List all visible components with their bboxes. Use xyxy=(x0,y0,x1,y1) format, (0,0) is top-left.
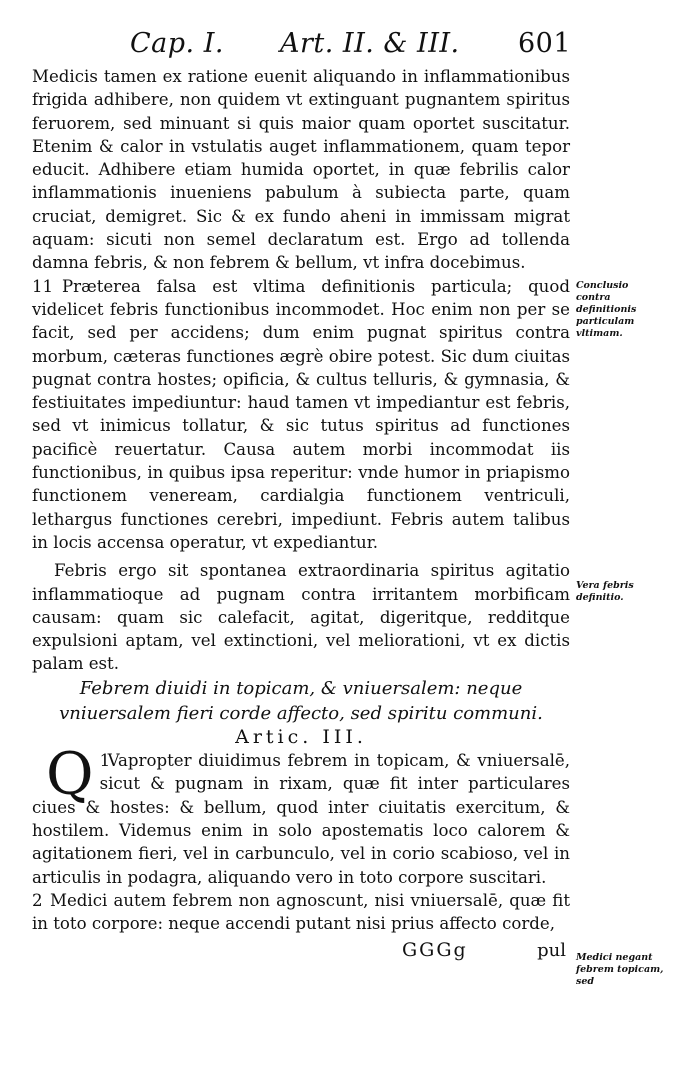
signature-mark: GGGg xyxy=(402,939,468,962)
paragraph-number: 1 xyxy=(99,751,111,771)
chapter-label: Cap. I. xyxy=(130,28,224,59)
article-heading: Artic. III. xyxy=(235,725,367,748)
paragraph-number: 11 xyxy=(32,276,54,296)
paragraph-4-text: Vapropter diuidimus febrem in topicam, & vniuersalē, sicut & pugnam in rixam, quæ fit inter particulares ciues & hostes: & bellum, quod inter ciuitatis exercitum, & hostilem. Videmus enim in solo apostematis loco calorem & agitationem fieri, vel in carbunculo, vel in corio scabioso, vel in articulis in podagra, aliquando vero in toto corpore suscitari. xyxy=(32,751,570,887)
article-label: Art. II. & III. xyxy=(280,28,460,59)
margin-note-2: Vera febris definitio. xyxy=(576,580,634,603)
paragraph-4 xyxy=(32,740,570,889)
paragraph-1: Medicis tamen ex ratione euenit aliquando in inflammationibus frigida adhibere, non quidem vt extinguant pugnantem spiritus feruorem, sed minuant si quis maior quam oportet suscitatur. Etenim & calor in vstulatis auget inflammationem, quam tepor educit. Adhibere etiam humida oportet, in quæ febrilis calor inflammationis inueniens pabulum à subiecta parte, quam cruciat, demigret. Sic & ex fundo aheni in immissam migrat aquam: sicuti non semel declaratum est. Ergo ad tollenda damna febris, & non febrem & bellum, vt infra docebimus. xyxy=(32,67,570,273)
paragraph-number: 2 xyxy=(32,890,43,910)
page-number: 601 xyxy=(518,28,572,59)
margin-note-3: Medici negant febrem topicam, sed xyxy=(576,952,664,987)
section-title: Febrem diuidi in topicam, & vniuersalem: neque vniuersalem fieri corde affecto, sed spiritu communi. xyxy=(59,677,543,724)
catchword: pul xyxy=(537,940,566,962)
drop-capital: Q xyxy=(46,740,94,809)
paragraph-3: Febris ergo sit spontanea extraordinaria spiritus agitatio inflammatioque ad pugnam contra irritantem morbificam causam: quam sic calefacit, agitat, digeritque, redditque expulsioni aptam, vel extinctioni, vel meliorationi, vt ex dictis palam est. xyxy=(32,561,570,674)
margin-note-1: Conclusio contra definitionis particulam vltimam. xyxy=(576,280,637,339)
paragraph-2 xyxy=(32,275,570,555)
paragraph-5 xyxy=(32,889,570,936)
page-footer xyxy=(32,939,570,963)
paragraph-2-text: Præterea falsa est vltima definitionis particula; quod videlicet febris functionibus incommodet. Hoc enim non per se facit, sed per accidens; dum enim pugnat spiritus contra morbum, cæteras functiones ægrè obire potest. Sic dum ciuitas pugnat contra hostes; opificia, & cultus telluris, & gymnasia, & festiuitates impediuntur: haud tamen vt impediantur est febris, sed vt inimicus tollatur, & sic tutus spiritus ad functiones pacificè reuertatur. Causa autem morbi incommodat iis functionibus, in quibus ipsa reperitur: vnde humor in priapismo functionem veneream, cardialgia functionem ventriculi, lethargus functiones cerebri, impediunt. Febris autem talibus in locis accensa operatur, vt expediantur. xyxy=(32,276,570,552)
main-text-column xyxy=(32,65,570,963)
paragraph-5-text: Medici autem febrem non agnoscunt, nisi vniuersalē, quæ fit in toto corpore: neque accendi putant nisi prius affecto corde, xyxy=(32,890,570,934)
